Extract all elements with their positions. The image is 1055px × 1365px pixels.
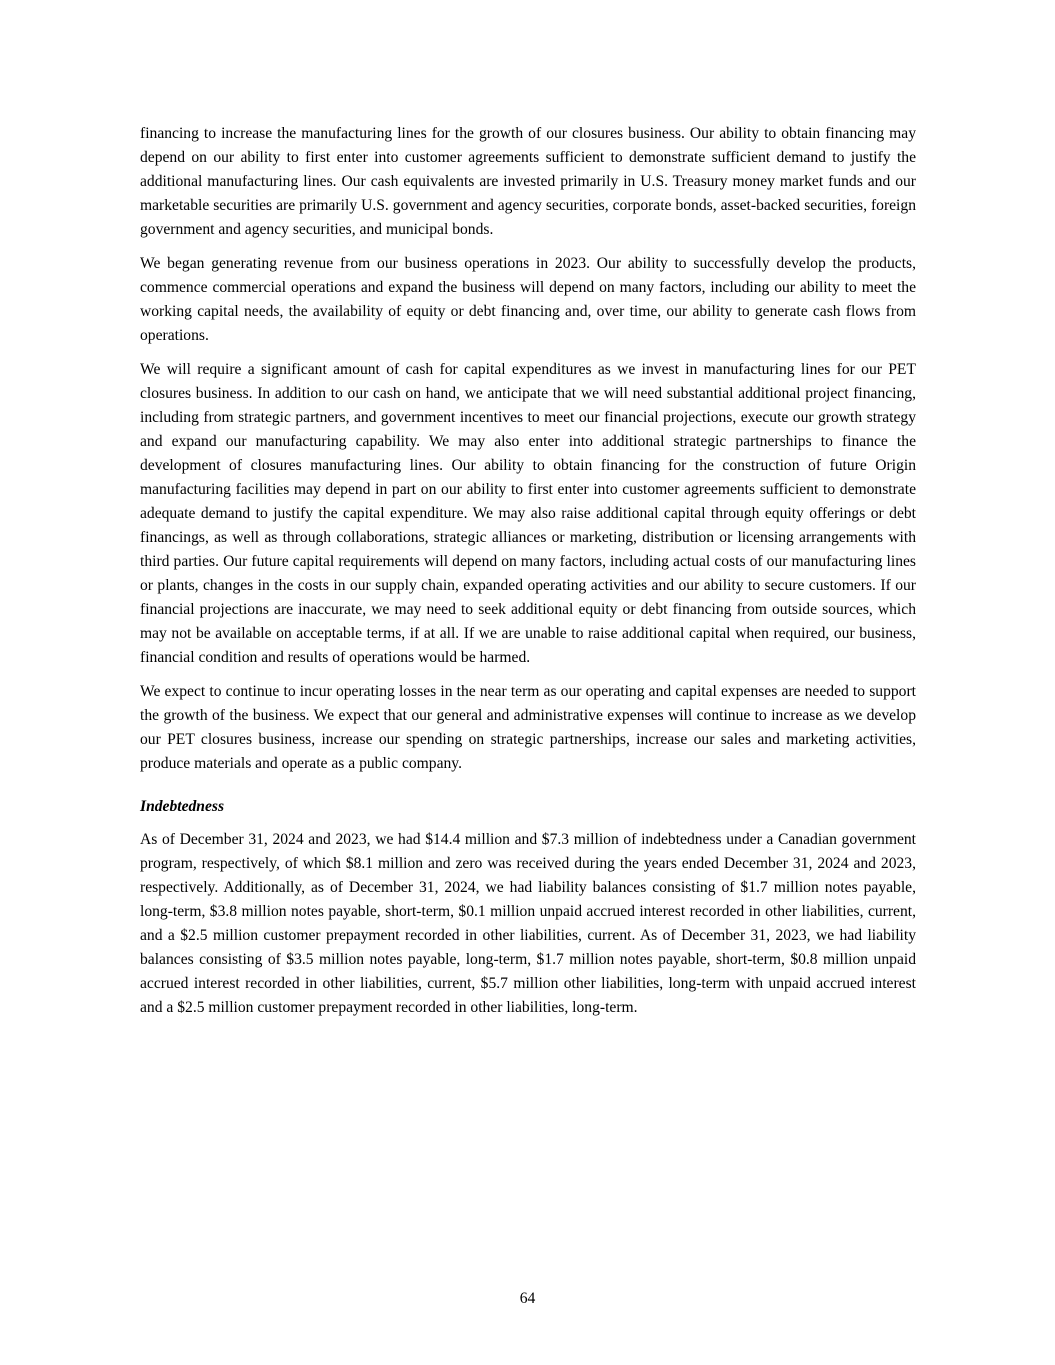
paragraph-capital-expenditures: We will require a significant amount of cash for capital expenditures as we invest in manufacturing lines for our PET closures business. In addition to our cash on hand, we anticipate that we will need substantial additional project financing, including from strategic partners, and government incentives to meet our financial projections, execute our growth strategy and expand our manufacturing capability. We may also enter into additional strategic partnerships to finance the development of closures manufacturing lines. Our ability to obtain financing for the construction of future Origin manufacturing facilities may depend in part on our ability to first enter into customer agreements sufficient to demonstrate adequate demand to justify the capital expenditure. We may also raise additional capital through equity offerings or debt financings, as well as through collaborations, strategic alliances or marketing, distribution or licensing arrangements with third parties. Our future capital requirements will depend on many factors, including actual costs of our manufacturing lines or plants, changes in the costs in our supply chain, expanded operating activities and our ability to secure customers. If our financial projections are inaccurate, we may need to seek additional equity or debt financing from outside sources, which may not be available on acceptable terms, if at all. If we are unable to raise additional capital when required, our business, financial condition and results of operations would be harmed. (140, 361, 916, 666)
paragraph-revenue: We began generating revenue from our business operations in 2023. Our ability to successfully develop the products, commence commercial operations and expand the business will depend on many factors, including our ability to meet the working capital needs, the availability of equity or debt financing and, over time, our ability to generate cash flows from operations. (140, 255, 916, 344)
section-heading-indebtedness: Indebtedness (140, 798, 225, 815)
paragraph-operating-losses: We expect to continue to incur operating losses in the near term as our operating and capital expenses are needed to support the growth of the business. We expect that our general and administrative expenses will continue to increase as we develop our PET closures business, increase our spending on strategic partnerships, increase our sales and marketing activities, produce materials and operate as a public company. (140, 683, 916, 772)
page-body (140, 122, 916, 1030)
paragraph-financing: financing to increase the manufacturing lines for the growth of our closures business. Our ability to obtain financing may depend on our ability to first enter into customer agreements sufficient to demonstrate sufficient demand to justify the additional manufacturing lines. Our cash equivalents are invested primarily in U.S. Treasury money market funds and our marketable securities are primarily U.S. government and agency securities, corporate bonds, asset-backed securities, foreign government and agency securities, and municipal bonds. (140, 125, 916, 238)
paragraph-indebtedness: As of December 31, 2024 and 2023, we had $14.4 million and $7.3 million of indebtedness under a Canadian government program, respectively, of which $8.1 million and zero was received during the years ended December 31, 2024 and 2023, respectively. Additionally, as of December 31, 2024, we had liability balances consisting of $1.7 million notes payable, long-term, $3.8 million notes payable, short-term, $0.1 million unpaid accrued interest recorded in other liabilities, current, and a $2.5 million customer prepayment recorded in other liabilities, current. As of December 31, 2023, we had liability balances consisting of $3.5 million notes payable, long-term, $1.7 million notes payable, short-term, $0.8 million unpaid accrued interest recorded in other liabilities, current, $5.7 million other liabilities, long-term with unpaid accrued interest and a $2.5 million customer prepayment recorded in other liabilities, long-term. (140, 831, 916, 1016)
page-number: 64 (519, 1290, 536, 1307)
